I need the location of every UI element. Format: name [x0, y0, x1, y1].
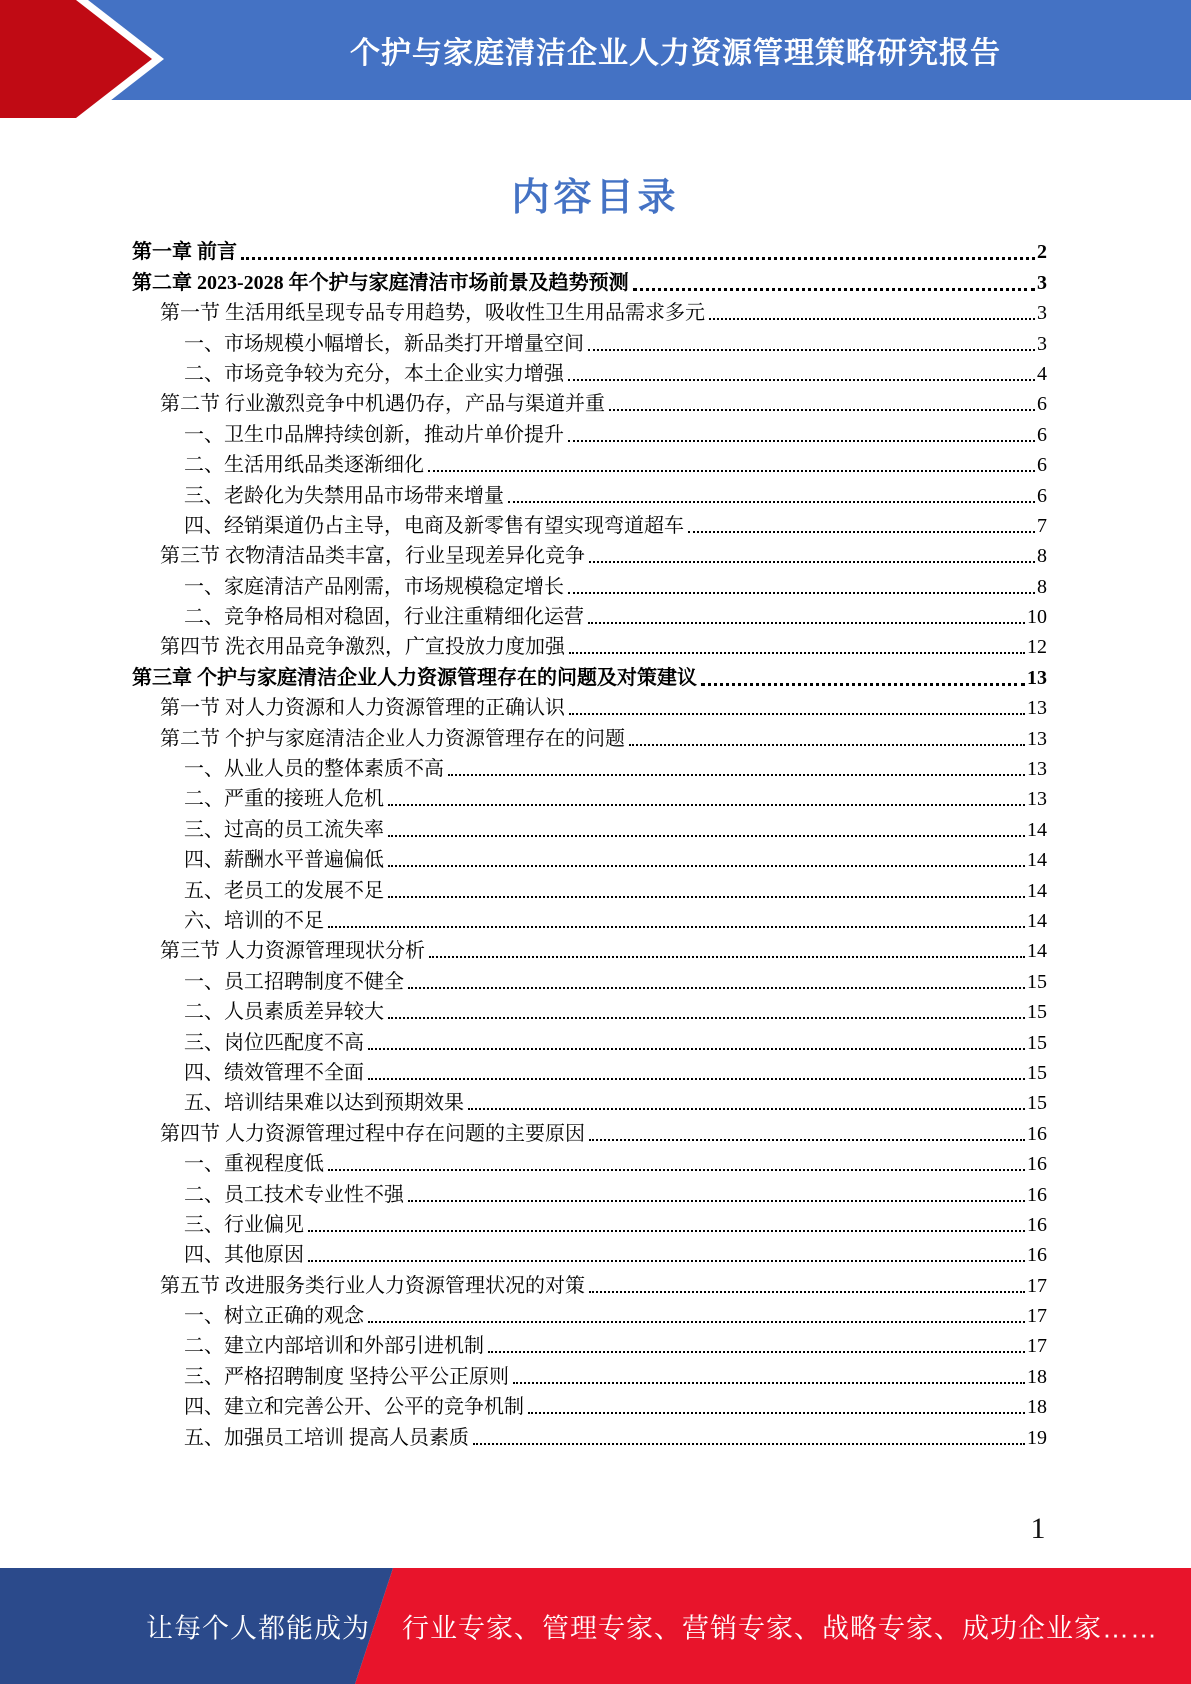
toc-entry-label: 一、员工招聘制度不健全: [184, 970, 404, 993]
toc-entry[interactable]: [132, 1419, 1047, 1449]
toc-entry-page: 15: [1027, 970, 1047, 993]
toc-entry-page: 14: [1027, 940, 1047, 963]
toc-entry-page: 15: [1027, 1001, 1047, 1024]
toc-entry-label: 第二节 个护与家庭清洁企业人力资源管理存在的问题: [160, 727, 625, 750]
toc-entry-label: 二、市场竞争较为充分，本土企业实力增强: [184, 362, 564, 385]
toc-entry-page: 10: [1027, 606, 1047, 629]
toc-dotted-leader: [473, 1443, 1025, 1445]
toc-dotted-leader: [513, 1382, 1025, 1384]
toc-entry-page: 3: [1037, 302, 1047, 325]
toc-entry-page: 8: [1037, 545, 1047, 568]
toc-dotted-leader: [528, 1412, 1025, 1414]
toc-entry-label: 四、薪酬水平普遍偏低: [184, 849, 384, 872]
toc-entry[interactable]: [132, 447, 1047, 477]
toc-entry-page: 12: [1027, 636, 1047, 659]
toc-entry-page: 2: [1037, 241, 1047, 264]
toc-entry-label: 第一章 前言: [132, 241, 237, 264]
toc-dotted-leader: [609, 409, 1035, 411]
toc-dotted-leader: [568, 440, 1035, 442]
toc-entry-page: 15: [1027, 1031, 1047, 1054]
toc-entry-label: 第三节 衣物清洁品类丰富，行业呈现差异化竞争: [160, 545, 585, 568]
toc-dotted-leader: [589, 561, 1035, 563]
toc-entry-label: 三、老龄化为失禁用品市场带来增量: [184, 484, 504, 507]
toc-entry[interactable]: [132, 1358, 1047, 1388]
toc-dotted-leader: [568, 379, 1035, 381]
toc-entry-page: 6: [1037, 454, 1047, 477]
toc-entry[interactable]: [132, 416, 1047, 446]
toc-entry-page: 6: [1037, 423, 1047, 446]
toc-entry-page: 16: [1027, 1183, 1047, 1206]
toc-entry-page: 3: [1037, 271, 1047, 294]
toc-list: [132, 234, 1047, 1450]
footer-slogan-right: 行业专家、管理专家、营销专家、战略专家、成功企业家……: [402, 1613, 1158, 1644]
toc-dotted-leader: [569, 652, 1025, 654]
toc-entry-label: 第四节 人力资源管理过程中存在问题的主要原因: [160, 1122, 585, 1145]
toc-entry-label: 一、树立正确的观念: [184, 1305, 364, 1328]
toc-dotted-leader: [308, 1230, 1025, 1232]
toc-entry-label: 五、加强员工培训 提高人员素质: [184, 1426, 469, 1449]
toc-dotted-leader: [569, 713, 1025, 715]
toc-entry-page: 14: [1027, 849, 1047, 872]
toc-entry-label: 一、市场规模小幅增长，新品类打开增量空间: [184, 332, 584, 355]
toc-entry[interactable]: [132, 1085, 1047, 1115]
toc-entry[interactable]: [132, 933, 1047, 963]
toc-entry-page: 18: [1027, 1396, 1047, 1419]
toc-entry-page: 16: [1027, 1122, 1047, 1145]
toc-dotted-leader: [508, 501, 1035, 503]
toc-entry[interactable]: [132, 599, 1047, 629]
toc-entry-label: 一、重视程度低: [184, 1153, 324, 1176]
toc-entry[interactable]: [132, 386, 1047, 416]
toc-entry[interactable]: [132, 568, 1047, 598]
toc-entry-label: 一、从业人员的整体素质不高: [184, 758, 444, 781]
toc-entry[interactable]: [132, 1389, 1047, 1419]
toc-entry-page: 19: [1027, 1426, 1047, 1449]
toc-entry[interactable]: [132, 295, 1047, 325]
toc-entry-page: 6: [1037, 484, 1047, 507]
toc-entry[interactable]: [132, 264, 1047, 294]
toc-entry-label: 第一节 生活用纸呈现专品专用趋势，吸收性卫生用品需求多元: [160, 302, 705, 325]
toc-entry-page: 16: [1027, 1213, 1047, 1236]
toc-entry-label: 第四节 洗衣用品竞争激烈，广宣投放力度加强: [160, 636, 565, 659]
toc-entry-label: 三、过高的员工流失率: [184, 818, 384, 841]
toc-entry-page: 7: [1037, 514, 1047, 537]
toc-dotted-leader: [468, 1108, 1025, 1110]
toc-entry-page: 6: [1037, 393, 1047, 416]
toc-dotted-leader: [241, 257, 1035, 260]
toc-entry-page: 13: [1027, 697, 1047, 720]
toc-entry-page: 14: [1027, 879, 1047, 902]
toc-entry-page: 13: [1027, 788, 1047, 811]
toc-dotted-leader: [688, 531, 1035, 533]
toc-dotted-leader: [408, 987, 1025, 989]
toc-entry[interactable]: [132, 1267, 1047, 1297]
toc-dotted-leader: [388, 1017, 1025, 1019]
page-number: 1: [1030, 1512, 1046, 1545]
toc-entry-page: 15: [1027, 1092, 1047, 1115]
toc-entry-page: 14: [1027, 818, 1047, 841]
toc-dotted-leader: [701, 683, 1025, 686]
toc-dotted-leader: [328, 926, 1025, 928]
toc-entry-label: 四、经销渠道仍占主导，电商及新零售有望实现弯道超车: [184, 514, 684, 537]
toc-entry-label: 第一节 对人力资源和人力资源管理的正确认识: [160, 697, 565, 720]
toc-dotted-leader: [568, 592, 1035, 594]
toc-dotted-leader: [429, 956, 1025, 958]
toc-entry[interactable]: [132, 356, 1047, 386]
toc-dotted-leader: [633, 288, 1035, 291]
toc-entry-label: 三、行业偏见: [184, 1213, 304, 1236]
toc-entry[interactable]: [132, 872, 1047, 902]
toc-entry-page: 17: [1027, 1335, 1047, 1358]
toc-entry[interactable]: [132, 1237, 1047, 1267]
toc-entry[interactable]: [132, 659, 1047, 689]
toc-entry-page: 13: [1027, 727, 1047, 750]
toc-entry-page: 3: [1037, 332, 1047, 355]
toc-dotted-leader: [388, 804, 1025, 806]
toc-entry-page: 16: [1027, 1153, 1047, 1176]
toc-entry-label: 六、培训的不足: [184, 909, 324, 932]
toc-entry[interactable]: [132, 811, 1047, 841]
toc-entry-label: 第三节 人力资源管理现状分析: [160, 940, 425, 963]
toc-entry-label: 四、绩效管理不全面: [184, 1061, 364, 1084]
toc-dotted-leader: [328, 1169, 1025, 1171]
toc-entry-page: 13: [1027, 758, 1047, 781]
footer-band: [0, 1568, 1191, 1684]
toc-entry[interactable]: [132, 1298, 1047, 1328]
toc-dotted-leader: [408, 1200, 1025, 1202]
toc-entry-label: 第二章 2023-2028 年个护与家庭清洁市场前景及趋势预测: [132, 271, 629, 294]
toc-entry-label: 第五节 改进服务类行业人力资源管理状况的对策: [160, 1274, 585, 1297]
toc-entry-label: 四、其他原因: [184, 1244, 304, 1267]
toc-entry[interactable]: [132, 994, 1047, 1024]
toc-entry-label: 五、老员工的发展不足: [184, 879, 384, 902]
toc-entry[interactable]: [132, 842, 1047, 872]
toc-entry-page: 18: [1027, 1365, 1047, 1388]
toc-entry-label: 二、人员素质差异较大: [184, 1001, 384, 1024]
footer-slogan-left: 让每个人都能成为: [146, 1613, 370, 1644]
toc-dotted-leader: [588, 349, 1035, 351]
toc-dotted-leader: [588, 622, 1025, 624]
toc-entry[interactable]: [132, 538, 1047, 568]
toc-entry[interactable]: [132, 903, 1047, 933]
toc-dotted-leader: [709, 318, 1035, 320]
toc-title: 内容目录: [511, 177, 680, 219]
toc-entry-page: 8: [1037, 575, 1047, 598]
toc-dotted-leader: [388, 835, 1025, 837]
toc-entry[interactable]: [132, 477, 1047, 507]
toc-dotted-leader: [589, 1291, 1025, 1293]
toc-entry-label: 一、卫生巾品牌持续创新，推动片单价提升: [184, 423, 564, 446]
toc-entry-label: 二、员工技术专业性不强: [184, 1183, 404, 1206]
toc-entry-label: 二、竞争格局相对稳固，行业注重精细化运营: [184, 606, 584, 629]
toc-entry-label: 二、严重的接班人危机: [184, 788, 384, 811]
toc-dotted-leader: [368, 1078, 1025, 1080]
toc-entry-label: 二、生活用纸品类逐渐细化: [184, 454, 424, 477]
toc-entry-page: 17: [1027, 1305, 1047, 1328]
toc-entry-page: 15: [1027, 1061, 1047, 1084]
toc-entry-label: 第二节 行业激烈竞争中机遇仍存，产品与渠道并重: [160, 393, 605, 416]
toc-entry[interactable]: [132, 1146, 1047, 1176]
toc-entry[interactable]: [132, 690, 1047, 720]
toc-entry[interactable]: [132, 1207, 1047, 1237]
toc-entry[interactable]: [132, 781, 1047, 811]
toc-entry-label: 二、建立内部培训和外部引进机制: [184, 1335, 484, 1358]
toc-dotted-leader: [388, 865, 1025, 867]
toc-dotted-leader: [388, 896, 1025, 898]
toc-entry-page: 13: [1027, 666, 1047, 689]
toc-entry[interactable]: [132, 508, 1047, 538]
toc-entry-page: 4: [1037, 362, 1047, 385]
red-arrow-icon: [0, 0, 170, 118]
toc-entry-label: 三、岗位匹配度不高: [184, 1031, 364, 1054]
toc-entry-label: 一、家庭清洁产品刚需，市场规模稳定增长: [184, 575, 564, 598]
toc-dotted-leader: [629, 744, 1025, 746]
toc-entry-page: 17: [1027, 1274, 1047, 1297]
toc-entry[interactable]: [132, 963, 1047, 993]
toc-entry[interactable]: [132, 1024, 1047, 1054]
toc-entry[interactable]: [132, 1328, 1047, 1358]
toc-entry-label: 三、严格招聘制度 坚持公平公正原则: [184, 1365, 509, 1388]
toc-entry[interactable]: [132, 720, 1047, 750]
toc-entry-label: 第三章 个护与家庭清洁企业人力资源管理存在的问题及对策建议: [132, 666, 697, 689]
toc-dotted-leader: [368, 1048, 1025, 1050]
toc-entry[interactable]: [132, 1115, 1047, 1145]
toc-entry-page: 16: [1027, 1244, 1047, 1267]
toc-entry-page: 14: [1027, 909, 1047, 932]
toc-dotted-leader: [308, 1260, 1025, 1262]
toc-dotted-leader: [448, 774, 1025, 776]
toc-entry[interactable]: [132, 1176, 1047, 1206]
toc-entry[interactable]: [132, 234, 1047, 264]
toc-entry[interactable]: [132, 1055, 1047, 1085]
toc-dotted-leader: [368, 1321, 1025, 1323]
toc-entry[interactable]: [132, 325, 1047, 355]
toc-dotted-leader: [589, 1139, 1025, 1141]
report-title: 个护与家庭清洁企业人力资源管理策略研究报告: [350, 37, 1001, 70]
toc-entry[interactable]: [132, 629, 1047, 659]
toc-dotted-leader: [428, 470, 1035, 472]
toc-dotted-leader: [488, 1351, 1025, 1353]
toc-entry[interactable]: [132, 751, 1047, 781]
toc-entry-label: 四、建立和完善公开、公平的竞争机制: [184, 1396, 524, 1419]
toc-entry-label: 五、培训结果难以达到预期效果: [184, 1092, 464, 1115]
